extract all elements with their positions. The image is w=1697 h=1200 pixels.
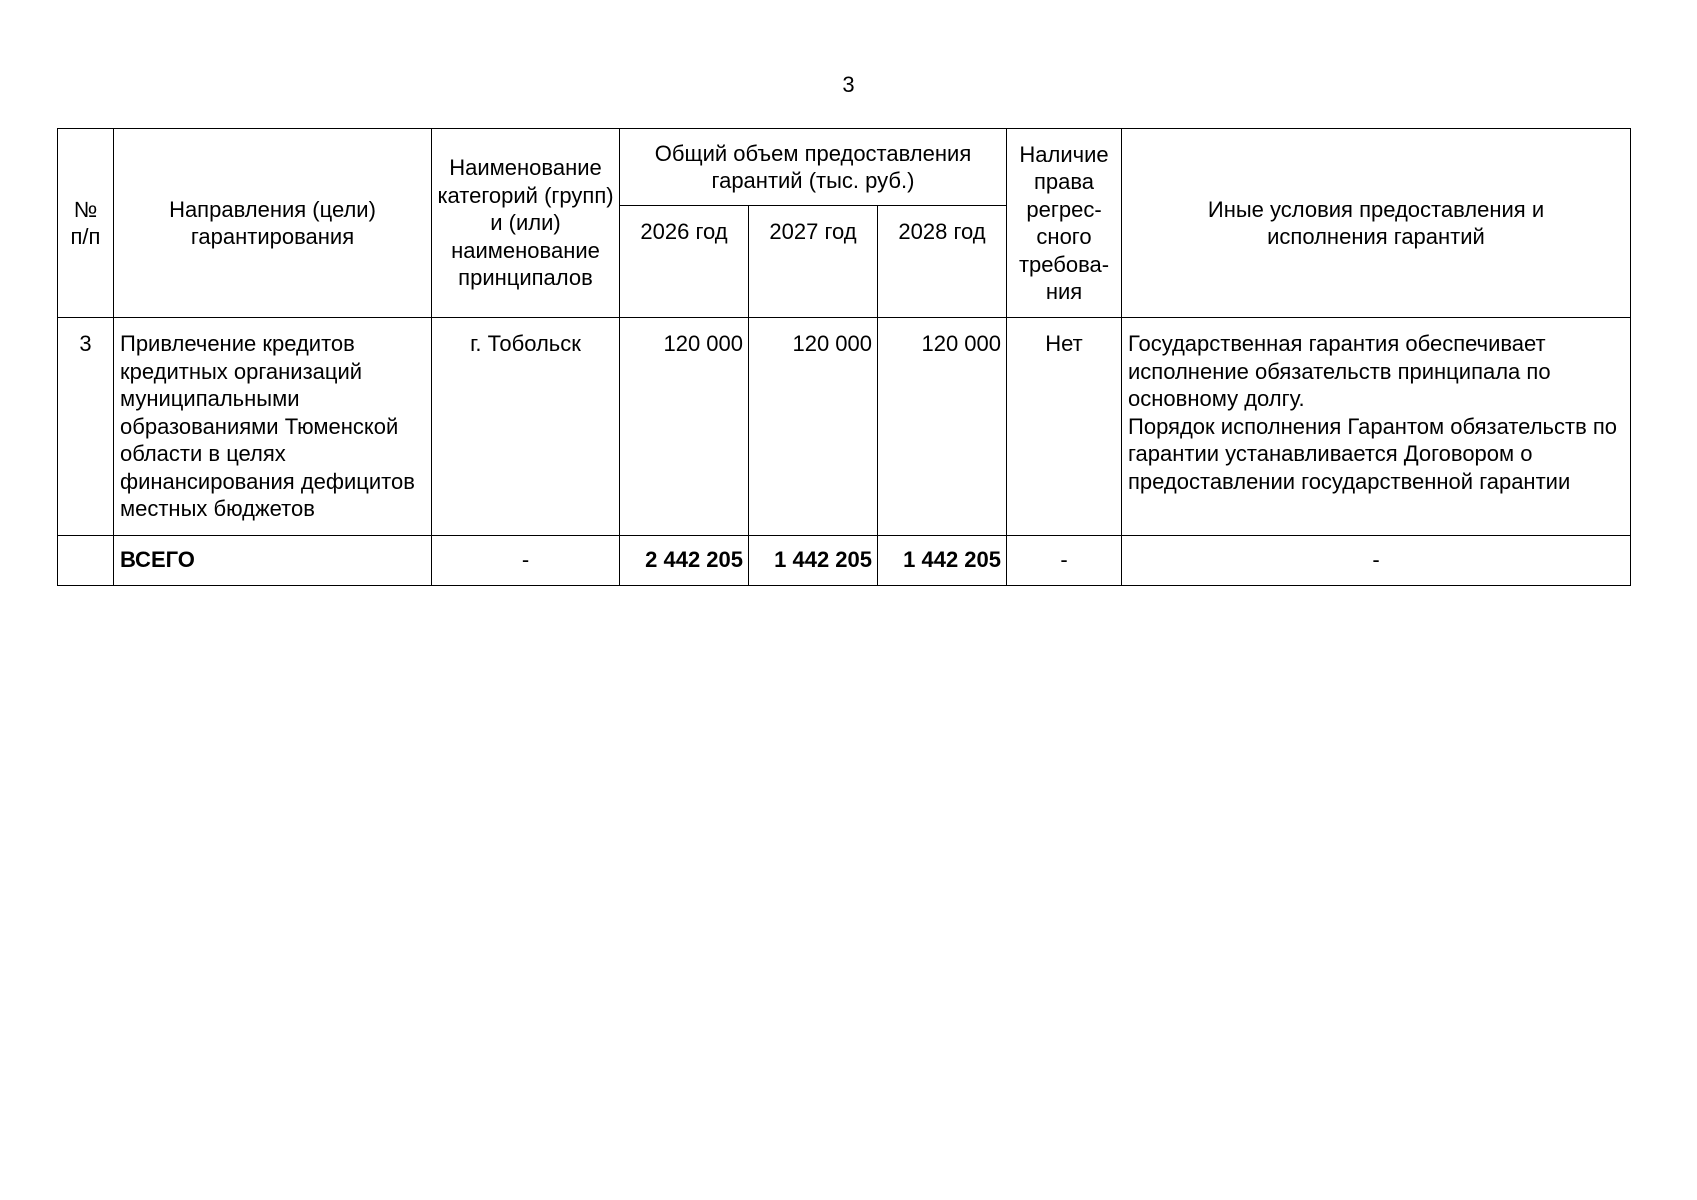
row-2027: 120 000	[749, 318, 878, 536]
row-conditions	[1122, 318, 1631, 536]
row-2028: 120 000	[878, 318, 1007, 536]
guarantees-table	[57, 128, 1631, 586]
header-year-2028: 2028 год	[878, 206, 1007, 318]
table-row	[58, 318, 1631, 536]
total-num	[58, 535, 114, 585]
row-num: 3	[58, 318, 114, 536]
total-2028: 1 442 205	[878, 535, 1007, 585]
total-2026: 2 442 205	[620, 535, 749, 585]
header-year-2027: 2027 год	[749, 206, 878, 318]
conditions-paragraph-2: Порядок исполнения Гарантом обязательств по гарантии устанавливается Договором о предоставлении государственной гарантии	[1128, 413, 1618, 494]
table-header-row	[58, 129, 1631, 206]
total-regress: -	[1007, 535, 1122, 585]
header-num: № п/п	[58, 129, 114, 318]
row-regress: Нет	[1007, 318, 1122, 536]
header-volume: Общий объем предоставления гарантий (тыс. руб.)	[620, 129, 1007, 206]
total-category: -	[432, 535, 620, 585]
page-number: 3	[842, 72, 855, 97]
header-conditions: Иные условия предоставления и исполнения гарантий	[1122, 129, 1631, 318]
header-category: Наименование категорий (групп) и (или) наименование принципалов	[432, 129, 620, 318]
header-year-2026: 2026 год	[620, 206, 749, 318]
conditions-paragraph-1: Государственная гарантия обеспечивает исполнение обязательств принципала по основному долгу.	[1128, 331, 1551, 411]
row-category: г. Тобольск	[432, 318, 620, 536]
total-label: ВСЕГО	[114, 535, 432, 585]
total-2027: 1 442 205	[749, 535, 878, 585]
row-2026: 120 000	[620, 318, 749, 536]
row-direction: Привлечение кредитов кредитных организаций муниципальными образованиями Тюменской области в целях финансирования дефицитов местных бюджетов	[114, 318, 432, 536]
header-direction: Направления (цели) гарантирования	[114, 129, 432, 318]
header-regress: Наличие права регрес-сного требова-ния	[1007, 129, 1122, 318]
total-conditions: -	[1122, 535, 1631, 585]
total-row	[58, 535, 1631, 585]
